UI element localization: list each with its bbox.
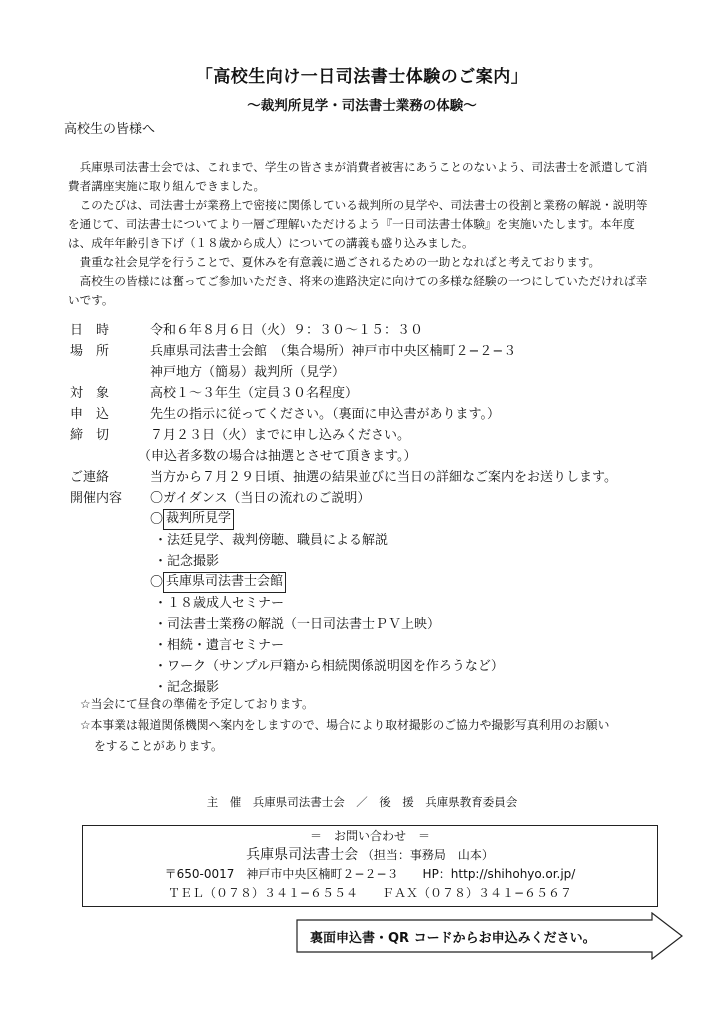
contact-value: 当方から７月２９日頃、抽選の結果並びに当日の詳細なご案内をお送りします。 — [150, 470, 617, 485]
contact-person: （担当：事務局 山本） — [361, 848, 494, 862]
apply-value: 先生の指示に従ってください。（裏面に申込書があります。） — [150, 407, 500, 422]
hall-item: ・相続・遺言セミナー — [154, 638, 285, 653]
place-value: 兵庫県司法書士会館 （集合場所）神戸市中央区楠町２−２−３ — [150, 344, 517, 359]
salutation: 高校生の皆様へ — [64, 122, 156, 137]
deadline-label: 締 切 — [70, 428, 110, 443]
contact-org-row — [83, 846, 657, 865]
target-value: 高校１〜３年生（定員３０名程度） — [150, 386, 359, 401]
court-heading-row — [70, 509, 670, 530]
notes — [80, 694, 680, 757]
note-press-cont: をすることがあります。 — [94, 739, 223, 753]
hall-item: ・ワーク（サンプル戸籍から相続関係説明図を作ろうなど） — [154, 659, 504, 674]
place-row — [70, 341, 670, 362]
hall-item: ・記念撮影 — [154, 680, 220, 695]
note-lunch: ☆当会にて昼食の準備を予定しております。 — [80, 697, 314, 711]
place-label: 場 所 — [70, 344, 110, 359]
page-subtitle: 〜裁判所見学・司法書士業務の体験〜 — [247, 98, 477, 114]
place-value-2: 神戸地方（簡易）裁判所（見学） — [150, 365, 346, 380]
hall-mark: 〇 — [150, 575, 164, 590]
intro-paragraph: このたびは、司法書士が業務上で密接に関係している裁判所の見学や、司法書士の役割と業務の解説・説明等を通じて、司法書士についてより一層ご理解いただけるよう『一日司法書士体験』を実施いたします。本年度は、成年年齢引き下げ（１８歳から成人）についての講義も盛り込みました。 — [68, 198, 648, 250]
hall-item: ・司法書士業務の解説（一日司法書士ＰＶ上映） — [154, 617, 441, 632]
sponsor-line: 主 催 兵庫県司法書士会 ／ 後 援 兵庫県教育委員会 — [206, 795, 518, 809]
contact-org: 兵庫県司法書士会 — [246, 847, 359, 863]
contact-row — [70, 467, 670, 488]
hall-heading: 兵庫県司法書士会館 — [163, 572, 286, 593]
target-row — [70, 383, 670, 404]
date-value: 令和６年８月６日（火）９：３０〜１５：３０ — [150, 323, 424, 338]
court-visit-heading: 裁判所見学 — [163, 509, 234, 530]
event-details — [70, 320, 670, 698]
contact-phones: ＴＥＬ（０７８）３４１−６５５４ ＦＡＸ（０７８）３４１−６５６７ — [167, 886, 573, 900]
hall-item: ・１８歳成人セミナー — [154, 596, 285, 611]
deadline-row — [70, 425, 670, 446]
target-label: 対 象 — [70, 386, 110, 401]
contact-label: ご連絡 — [70, 470, 110, 485]
apply-label: 申 込 — [70, 407, 110, 422]
apply-arrow-text: 裏面申込書・QR コードからお申込みください。 — [310, 931, 596, 946]
apply-arrow-banner — [296, 912, 684, 960]
deadline-note: （申込者多数の場合は抽選とさせて頂きます。） — [138, 449, 417, 464]
intro-paragraph: 貴重な社会見学を行うことで、夏休みを有意義に過ごされるための一助となればと考えております。 — [79, 255, 601, 269]
note-press: ☆本事業は報道関係機関へ案内をしますので、場合により取材撮影のご協力や撮影写真利用のお願い — [80, 718, 610, 732]
hall-heading-row — [70, 572, 670, 593]
deadline-note-row — [70, 446, 670, 467]
content-label: 開催内容 — [70, 491, 123, 506]
intro-paragraph: 高校生の皆様には奮ってご参加いただき、将来の進路決定に向けての多様な経験の一つにしていただければ幸いです。 — [68, 274, 648, 307]
intro-text — [68, 158, 656, 310]
page-title: 「高校生向け一日司法書士体験のご案内」 — [195, 67, 529, 87]
deadline-value: ７月２３日（火）までに申し込みください。 — [150, 428, 411, 443]
court-item: ・法廷見学、裁判傍聴、職員による解説 — [154, 533, 389, 548]
content-row — [70, 488, 670, 509]
court-item: ・記念撮影 — [154, 554, 220, 569]
contact-address: 〒650-0017 神戸市中央区楠町２−２−３ HP：http://shihohyo.or.jp/ — [164, 867, 576, 881]
contact-box — [82, 825, 658, 907]
apply-row — [70, 404, 670, 425]
intro-paragraph: 兵庫県司法書士会では、これまで、学生の皆さまが消費者被害にあうことのないよう、司法書士を派遣して消費者講座実施に取り組んできました。 — [68, 160, 648, 193]
court-mark: 〇 — [150, 512, 164, 527]
place-row-2 — [70, 362, 670, 383]
contact-heading: ＝ お問い合わせ ＝ — [309, 829, 430, 843]
date-row — [70, 320, 670, 341]
guidance-item: 〇ガイダンス（当日の流れのご説明） — [150, 491, 371, 506]
date-label: 日 時 — [70, 323, 110, 338]
